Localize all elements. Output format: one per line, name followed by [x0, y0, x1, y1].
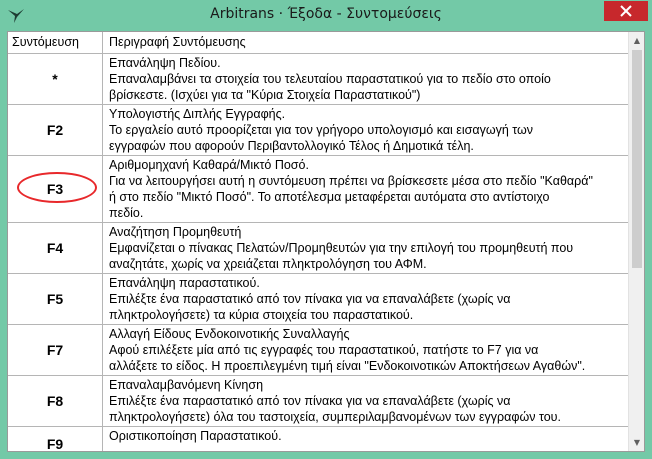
- shortcut-key-label: F2: [46, 122, 64, 138]
- description-line: Επιλέξτε ένα παραστατικό από τον πίνακα για να επαναλάβετε (χωρίς να: [109, 394, 511, 408]
- shortcut-key-cell: [8, 376, 103, 426]
- vertical-scrollbar[interactable]: [628, 32, 645, 451]
- shortcut-key-cell: [8, 105, 103, 155]
- table-row[interactable]: [8, 427, 628, 452]
- description-title: Αριθμομηχανή Καθαρά/Μικτό Ποσό.: [109, 158, 309, 172]
- description-line: πεδίο.: [109, 206, 144, 220]
- shortcut-key-label: F4: [46, 240, 64, 256]
- shortcut-key-label: F7: [46, 342, 64, 358]
- description-line: Επαναλαμβάνει τα στοιχεία του τελευταίου παραστατικού για το πεδίο στο οποίο: [109, 72, 551, 86]
- scroll-up-arrow-icon[interactable]: ▲: [633, 36, 641, 45]
- description-cell: [103, 325, 628, 375]
- description-title: Οριστικοποίηση Παραστατικού.: [109, 429, 282, 443]
- description-line: αλλάξετε το είδος. Η προεπιλεγμένη τιμή είναι "Ενδοκοινοτικών Αποκτήσεων Αγαθών".: [109, 359, 586, 373]
- description-line: πληκτρολογήσετε) τα κύρια στοιχεία του παραστατικού.: [109, 308, 414, 322]
- table-row[interactable]: [8, 105, 628, 156]
- description-cell: [103, 274, 628, 324]
- description-title: Αλλαγή Είδους Ενδοκοινοτικής Συναλλαγής: [109, 327, 350, 341]
- scroll-down-arrow-icon[interactable]: ▼: [633, 438, 641, 447]
- description-cell: [103, 105, 628, 155]
- description-line: εγγραφών που αφορούν Περιβαντολλογικό Τέλος ή Δημοτικά τέλη.: [109, 139, 474, 153]
- close-icon: [620, 5, 632, 17]
- description-line: Αφού επιλέξετε μία από τις εγγραφές του παραστατικού, πατήστε το F7 για να: [109, 343, 539, 357]
- description-cell: [103, 427, 628, 452]
- shortcut-key-cell: [8, 54, 103, 104]
- column-header-shortcut[interactable]: Συντόμευση: [8, 32, 103, 53]
- scrollbar-thumb[interactable]: [632, 50, 642, 268]
- table-row[interactable]: [8, 54, 628, 105]
- shortcut-key-cell: [8, 223, 103, 273]
- description-title: Επαναλαμβανόμενη Κίνηση: [109, 378, 264, 392]
- shortcut-key-cell: [8, 427, 103, 452]
- shortcut-key-label: F8: [46, 393, 64, 409]
- description-title: Υπολογιστής Διπλής Εγγραφής.: [109, 107, 286, 121]
- title-bar[interactable]: [0, 0, 652, 30]
- table-header: [8, 32, 628, 54]
- highlight-circle: [17, 172, 97, 203]
- table-row[interactable]: [8, 376, 628, 427]
- close-button[interactable]: [604, 1, 648, 21]
- table-row[interactable]: [8, 325, 628, 376]
- shortcut-key-cell: [8, 325, 103, 375]
- shortcut-key-label: *: [52, 71, 58, 87]
- shortcut-key-cell: [8, 274, 103, 324]
- description-cell: [103, 223, 628, 273]
- description-line: Για να λειτουργήσει αυτή η συντόμευση πρέπει να βρίσκεσετε μέσα στο πεδίο "Καθαρά": [109, 174, 593, 188]
- description-line: αναζητάτε, χωρίς να χρειάζεται πληκτρολόγηση του ΑΦΜ.: [109, 257, 427, 271]
- shortcut-key-cell: [8, 156, 103, 222]
- description-line: Το εργαλείο αυτό προορίζεται για τον γρήγορο υπολογισμό και εισαγωγή των: [109, 123, 534, 137]
- description-line: πληκτρολογήσετε) όλα του ταστοιχεία, συμπεριλαμβανομένων των εγγραφών του.: [109, 410, 561, 424]
- description-title: Αναζήτηση Προμηθευτή: [109, 225, 242, 239]
- window-title: Arbitrans · Έξοδα - Συντομεύσεις: [210, 6, 442, 22]
- table-body: [8, 54, 628, 452]
- description-line: βρίσκεστε. (Ισχύει για τα "Κύρια Στοιχεία Παραστατικού"): [109, 88, 421, 102]
- table-row[interactable]: [8, 156, 628, 223]
- description-title: Επανάληψη Πεδίου.: [109, 56, 221, 70]
- table-row[interactable]: [8, 274, 628, 325]
- description-line: Επιλέξτε ένα παραστατικό από τον πίνακα για να επαναλάβετε (χωρίς να: [109, 292, 511, 306]
- shortcut-key-label: F5: [46, 291, 64, 307]
- table-row[interactable]: [8, 223, 628, 274]
- description-line: Εμφανίζεται ο πίνακας Πελατών/Προμηθευτών για την επιλογή του προμηθευτή που: [109, 241, 574, 255]
- description-cell: [103, 54, 628, 104]
- description-line: [109, 444, 624, 452]
- shortcut-key-label: F9: [46, 436, 64, 452]
- description-cell: [103, 156, 628, 222]
- column-header-description[interactable]: Περιγραφή Συντόμευσης: [109, 35, 246, 49]
- description-line: ή στο πεδίο "Μικτό Ποσό". Το αποτέλεσμα μεταφέρεται αυτόματα στο αντίστοιχο: [109, 190, 550, 204]
- description-title: Επανάληψη παραστατικού.: [109, 276, 260, 290]
- shortcut-key-label: F3: [46, 181, 64, 197]
- shortcuts-table: [7, 31, 645, 452]
- description-cell: [103, 376, 628, 426]
